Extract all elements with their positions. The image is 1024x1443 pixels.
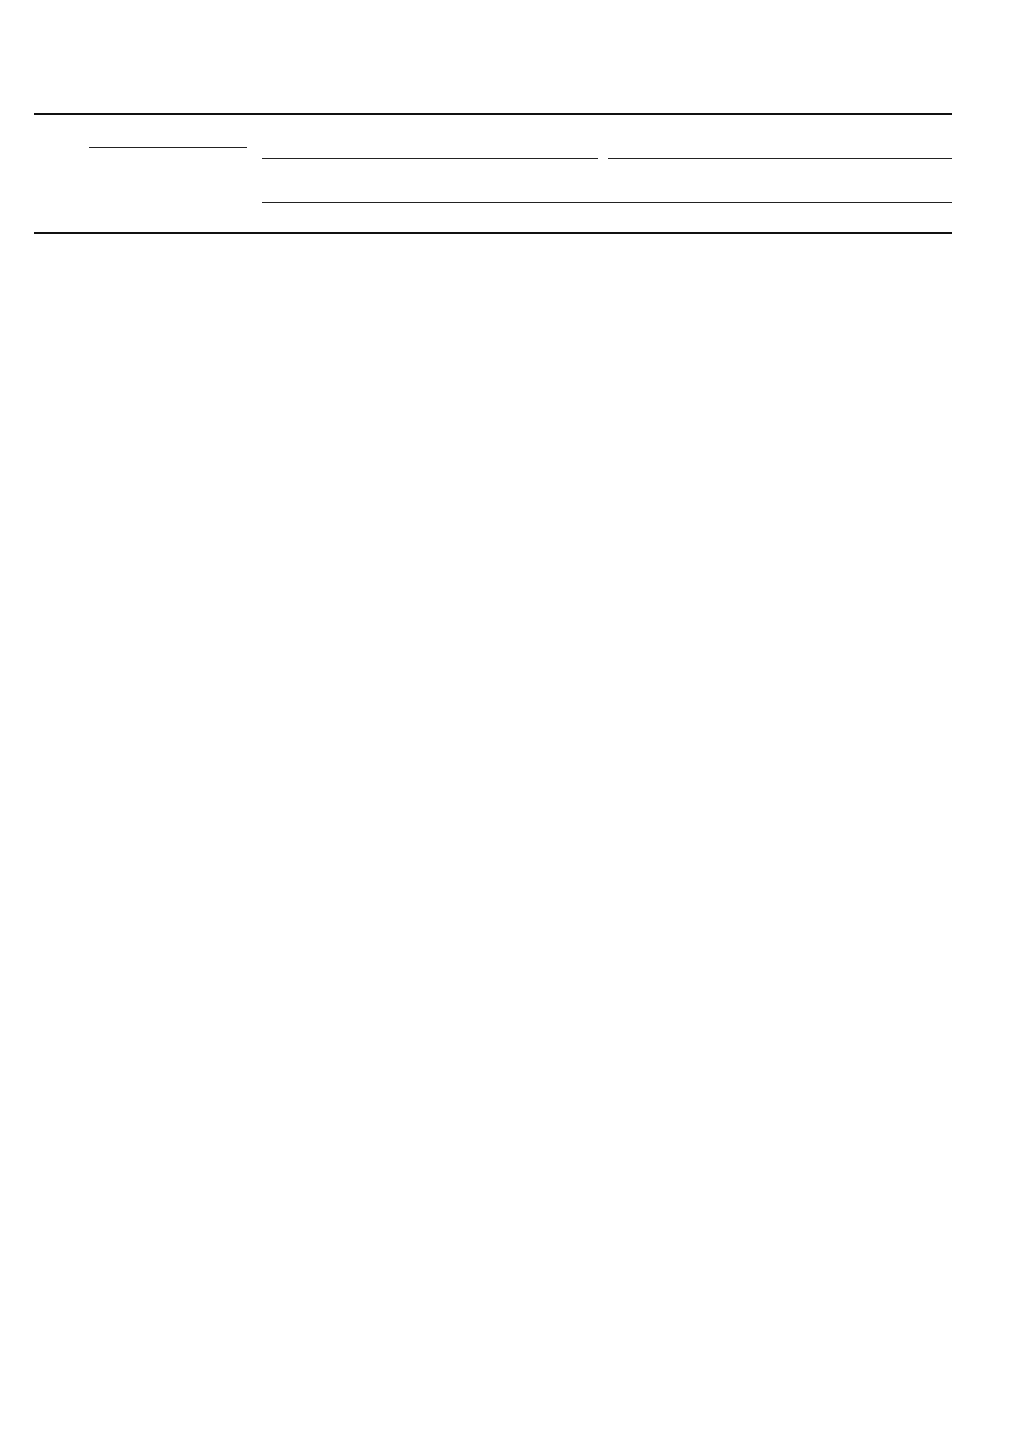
jaehrlich-rule: [608, 158, 952, 159]
table-header-bottom-rule: [34, 232, 952, 234]
unit-rule: [262, 202, 952, 203]
bestand-rule: [89, 147, 247, 148]
belieferung-rule: [262, 158, 598, 159]
table-top-rule: [34, 113, 952, 115]
